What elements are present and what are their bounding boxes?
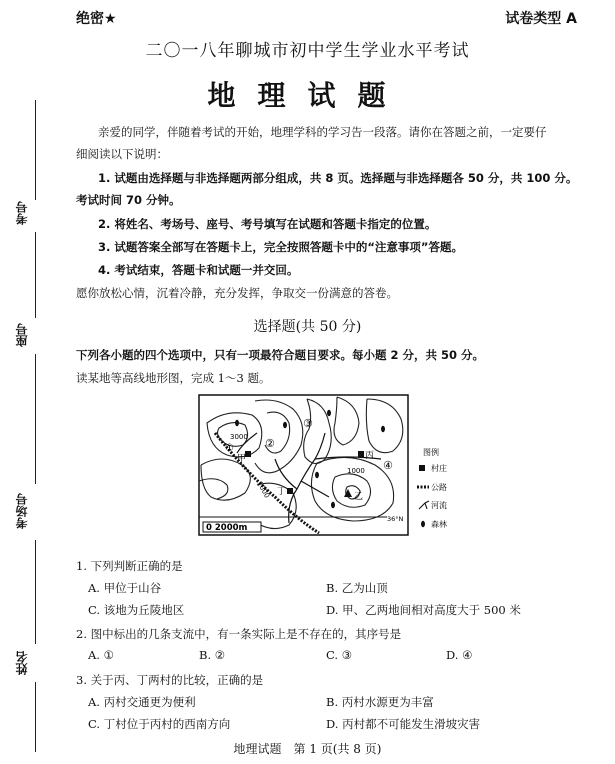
intro-wish: 愿你放松心情，沉着冷静，充分发挥，争取交一份满意的答卷。 [76, 286, 398, 300]
exam-number-label: 考号 [15, 201, 29, 225]
subject-title: 地理试题 [207, 79, 408, 112]
rule-3: 3. 试题答案全部写在答题卡上，完全按照答题卡中的“注意事项”答题。 [98, 240, 463, 254]
question-2-stem: 2. 图中标出的几条支流中，有一条实际上是不存在的，其序号是 [76, 627, 402, 641]
q2-option-b[interactable]: B. ② [199, 648, 226, 662]
q3-option-a[interactable]: A. 丙村交通更为便利 [88, 695, 196, 709]
binding-line-4 [35, 540, 36, 644]
forest-marker [283, 422, 287, 428]
forest-marker [381, 426, 385, 432]
question-1-stem: 1. 下列判断正确的是 [76, 559, 183, 573]
question-3-stem: 3. 关于丙、丁两村的比较，正确的是 [76, 673, 264, 687]
exam-room-label: 考场号 [15, 493, 29, 529]
rule-1-line-1: 1. 试题由选择题与非选择题两部分组成，共 8 页。选择题与非选择题各 50 分，共 100 分。 [98, 171, 578, 185]
village-ding-marker [287, 488, 293, 494]
q2-option-c[interactable]: C. ③ [326, 648, 353, 662]
legend-village: 村庄 [431, 464, 447, 473]
contour-map-svg [197, 393, 477, 543]
site-yi: 乙 [354, 492, 364, 502]
map-frame [199, 395, 408, 535]
section-instruction: 下列各小题的四个选项中，只有一项最符合题目要求。每小题 2 分，共 50 分。 [76, 348, 485, 362]
intro-greeting-1: 亲爱的同学，伴随着考试的开始，地理学科的学习告一段落。请你在答题之前，一定要仔 [98, 125, 547, 139]
seat-number-label: 座号 [15, 323, 29, 347]
q1-option-a[interactable]: A. 甲位于山谷 [88, 581, 162, 595]
binding-line-3 [35, 354, 36, 484]
contour-1000-label-b: 1000 [347, 467, 365, 475]
legend-road: 公路 [431, 483, 447, 492]
rule-2: 2. 将姓名、考场号、座号、考号填写在试题和答题卡指定的位置。 [98, 217, 437, 231]
exam-title: 二〇一八年聊城市初中学生学业水平考试 [145, 41, 470, 61]
latitude-label: 36°N [387, 515, 404, 523]
village-bing-marker [358, 451, 364, 457]
scale-label: 0 2000m [206, 523, 248, 533]
site-bing: 丙 [365, 451, 375, 461]
legend-forest-icon [421, 521, 425, 527]
legend-forest: 森林 [431, 520, 447, 529]
q2-option-a[interactable]: A. ① [88, 648, 114, 662]
q3-option-c[interactable]: C. 丁村位于丙村的西南方向 [88, 717, 231, 731]
mark-3: ③ [303, 417, 313, 430]
section-title: 选择题(共 50 分) [253, 319, 362, 335]
q1-option-b[interactable]: B. 乙为山顶 [326, 581, 388, 595]
site-ding: 丁 [277, 487, 287, 497]
q2-option-d[interactable]: D. ④ [446, 648, 473, 662]
binding-line-2 [35, 232, 36, 318]
q3-option-b[interactable]: B. 丙村水源更为丰富 [326, 695, 434, 709]
legend-river: 河流 [431, 501, 447, 510]
site-jia: 甲 [237, 454, 247, 464]
intro-greeting-2: 细阅读以下说明： [76, 147, 168, 161]
q3-option-d[interactable]: D. 丙村都不可能发生滑坡灾害 [326, 717, 481, 731]
rule-4: 4. 考试结束，答题卡和试题一并交回。 [98, 263, 299, 277]
forest-marker [235, 420, 239, 426]
reading-prompt: 读某地等高线地形图，完成 1～3 题。 [76, 371, 271, 385]
contour-1000-label-a: 1000 [255, 480, 272, 500]
name-label: 姓名 [15, 651, 29, 675]
rule-1-line-2: 考试时间 70 分钟。 [76, 193, 181, 207]
legend-village-icon [419, 465, 425, 471]
forest-marker [331, 502, 335, 508]
page-footer: 地理试题 第 1 页(共 8 页) [233, 742, 382, 756]
contour-map [197, 393, 477, 547]
secret-mark: 绝密★ [76, 11, 117, 27]
forest-marker [315, 472, 319, 478]
mark-2: ② [265, 437, 275, 450]
mark-1: ① [225, 443, 234, 454]
mark-4: ④ [383, 459, 393, 472]
binding-line-1 [35, 100, 36, 200]
forest-marker [327, 410, 331, 416]
legend-title: 图例 [423, 448, 439, 457]
legend-river-icon [419, 501, 429, 509]
q1-option-c[interactable]: C. 该地为丘陵地区 [88, 603, 185, 617]
contour-3000-label: 3000 [230, 433, 248, 441]
q1-option-d[interactable]: D. 甲、乙两地间相对高度大于 500 米 [326, 603, 521, 617]
paper-type: 试卷类型 A [505, 11, 577, 27]
